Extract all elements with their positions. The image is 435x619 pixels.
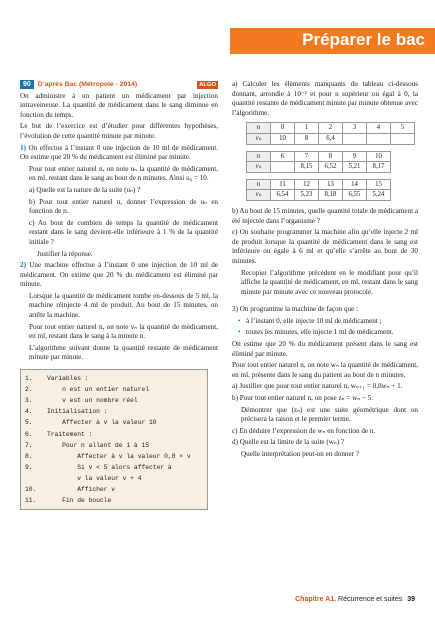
table-row: vₙ 10 8 6,4 — [247, 133, 415, 144]
algo-badge: ALGO — [199, 81, 216, 88]
algo-line: 4. Initialisation : — [25, 408, 108, 416]
table-row: vₙ 8,15 6,52 5,21 8,17 — [247, 162, 391, 173]
q3-bullet-1: • à l’instant 0, elle injecte 10 ml de médicament ; — [232, 317, 418, 327]
q1-a: a) Quelle est la nature de la suite (uₙ) ? — [29, 185, 141, 194]
q3-paragraph-1: On estime que 20 % du médicament présent dans le sang est éliminé par minute. — [232, 340, 418, 358]
algo-line: 6. Traitement : — [25, 430, 93, 438]
page-footer — [295, 596, 415, 603]
q1-text: 1) On effectue à l’instant 0 une injection de 10 ml de médicament. On estime que 20 % du médicament est éliminé par minute. — [20, 143, 218, 162]
q1-c: c) Au bout de combien de temps la quantité de médicament restant dans le sang devient-elle inférieure à 1 % de la quantité initiale ? — [29, 218, 218, 246]
chapter-title: Récurrence et suites — [338, 596, 403, 603]
table-row: n 6 7 8 9 10 — [247, 151, 391, 162]
values-table-1 — [246, 122, 415, 144]
algorithm-box — [20, 369, 208, 510]
q2-text: 2) Une machine effectue à l’instant 0 une injection de 10 ml de médicament. On estime que 20 % du médicament est éliminé par minute. — [20, 261, 218, 289]
q3-d-2: Quelle interprétation peut-on en donner ? — [241, 450, 359, 458]
q3-b: b) Pour tout entier naturel n, on pose zₙ = wₙ − 5. — [232, 394, 374, 403]
q2-a: a) Calculer les éléments manquants du tableau ci-dessous donnant, arrondie à 10⁻² et pour n supérieur ou égal à 0, la quantité restante de médicament minute par minute obtenue avec l’algorithme. — [232, 80, 418, 117]
right-column — [232, 80, 418, 462]
q3-paragraph-2: Pour tout entier naturel n, on note wₙ la quantité de médicament, en ml, présente dans le sang du patient au bout de n minutes. — [232, 361, 418, 379]
algo-line: 9. Si v < 5 alors affecter à — [25, 463, 172, 471]
values-table-3 — [246, 179, 391, 201]
exercise-header — [20, 80, 218, 90]
table-row: vₙ 6,54 5,23 8,18 6,55 5,24 — [247, 190, 391, 201]
q2-text-3: Pour tout entier naturel n, on note vₙ la quantité de médicament, en ml, restant dans le sang à la minute n. — [29, 322, 218, 341]
algo-line: 8. Affecter à v la valeur 0,8 × v — [25, 452, 191, 460]
page-title: Préparer le bac — [302, 30, 425, 49]
left-column — [20, 80, 218, 510]
q3-text: 3) On programme la machine de façon que : — [232, 305, 359, 314]
algo-line: 10. Afficher v — [25, 485, 116, 493]
q2-text-4: L’algorithme suivant donne la quantité restante de médicament minute par minute. — [29, 343, 218, 362]
exercise-number: 90 — [20, 80, 34, 89]
algo-line: 7. Pour n allant de 1 à 15 — [25, 441, 150, 449]
q3-a: a) Justifier que pour tout entier naturel n, wₙ₊₁ = 0,8wₙ + 1. — [232, 382, 403, 391]
q1-b: b) Pour tout entier naturel n, donner l’expression de uₙ en fonction de n. — [29, 197, 218, 216]
q2-c-2: Recopier l’algorithme précédent en le modifiant pour qu’il affiche la quantité de médicament, en ml, restant dans le sang minute par minute avec ce nouveau protocole. — [241, 268, 418, 296]
algo-line: 2. n est un entier naturel — [25, 386, 150, 394]
q3-bullet-2: • toutes les minutes, elle injecte 1 ml de médicament. — [232, 328, 418, 338]
page-header — [0, 0, 435, 68]
q3-c: c) En déduire l’expression de wₙ en fonction de n. — [232, 426, 376, 435]
q1-c-justify: Justifier la réponse. — [37, 249, 93, 258]
q3-d: d) Quelle est la limite de la suite (wₙ) ? — [232, 438, 345, 447]
algo-line: 11. Fin de boucle — [25, 497, 112, 505]
values-table-2 — [246, 151, 391, 173]
table-row: n 0 1 2 3 4 5 — [247, 123, 415, 134]
q2-c: c) On souhaite programmer la machine afin qu’elle injecte 2 ml de produit lorsque la quantité de médicament dans le sang est inférieure ou égale à 6 ml et qu’elle s’arrête au bout de 30 minutes. — [232, 228, 418, 265]
exercise-source: D’après Bac (Métropole - 2014) — [37, 81, 138, 88]
q3-b-2: Démontrer que (zₙ) est une suite géométrique dont on précisera la raison et le premier terme. — [241, 405, 418, 424]
chapter-label: Chapitre A1. — [295, 596, 337, 603]
intro-paragraph-1: On administre à un patient un médicament par injection intraveineuse. La quantité de médicament dans le sang diminue en fonction du temps. — [20, 91, 218, 119]
algo-line: 1. Variables : — [25, 375, 89, 383]
intro-paragraph-2: Le but de l’exercice est d’étudier pour différentes hypothèses, l’évolution de cette quantité minute par minute. — [20, 122, 218, 140]
algo-line: 3. v est un nombre réel — [25, 397, 138, 405]
q2-b: b) Au bout de 15 minutes, quelle quantité totale de médicament a été injectée dans l’organisme ? — [232, 206, 419, 225]
page-number: 39 — [407, 596, 415, 603]
q1-text-2: Pour tout entier naturel n, on note uₙ la quantité de médicament, en ml, restant dans le sang au bout de n minutes. Ainsi u₀ = 10. — [29, 164, 218, 183]
q2-text-2: Lorsque la quantité de médicament tombe en-dessous de 5 ml, la machine réinjecte 4 ml de produit. Au bout de 15 minutes, on arrête la machine. — [29, 291, 218, 320]
table-row: n 11 12 13 14 15 — [247, 179, 391, 190]
algo-line: v la valeur v + 4 — [47, 474, 142, 482]
algo-line: 5. Affecter à v la valeur 10 — [25, 419, 157, 427]
